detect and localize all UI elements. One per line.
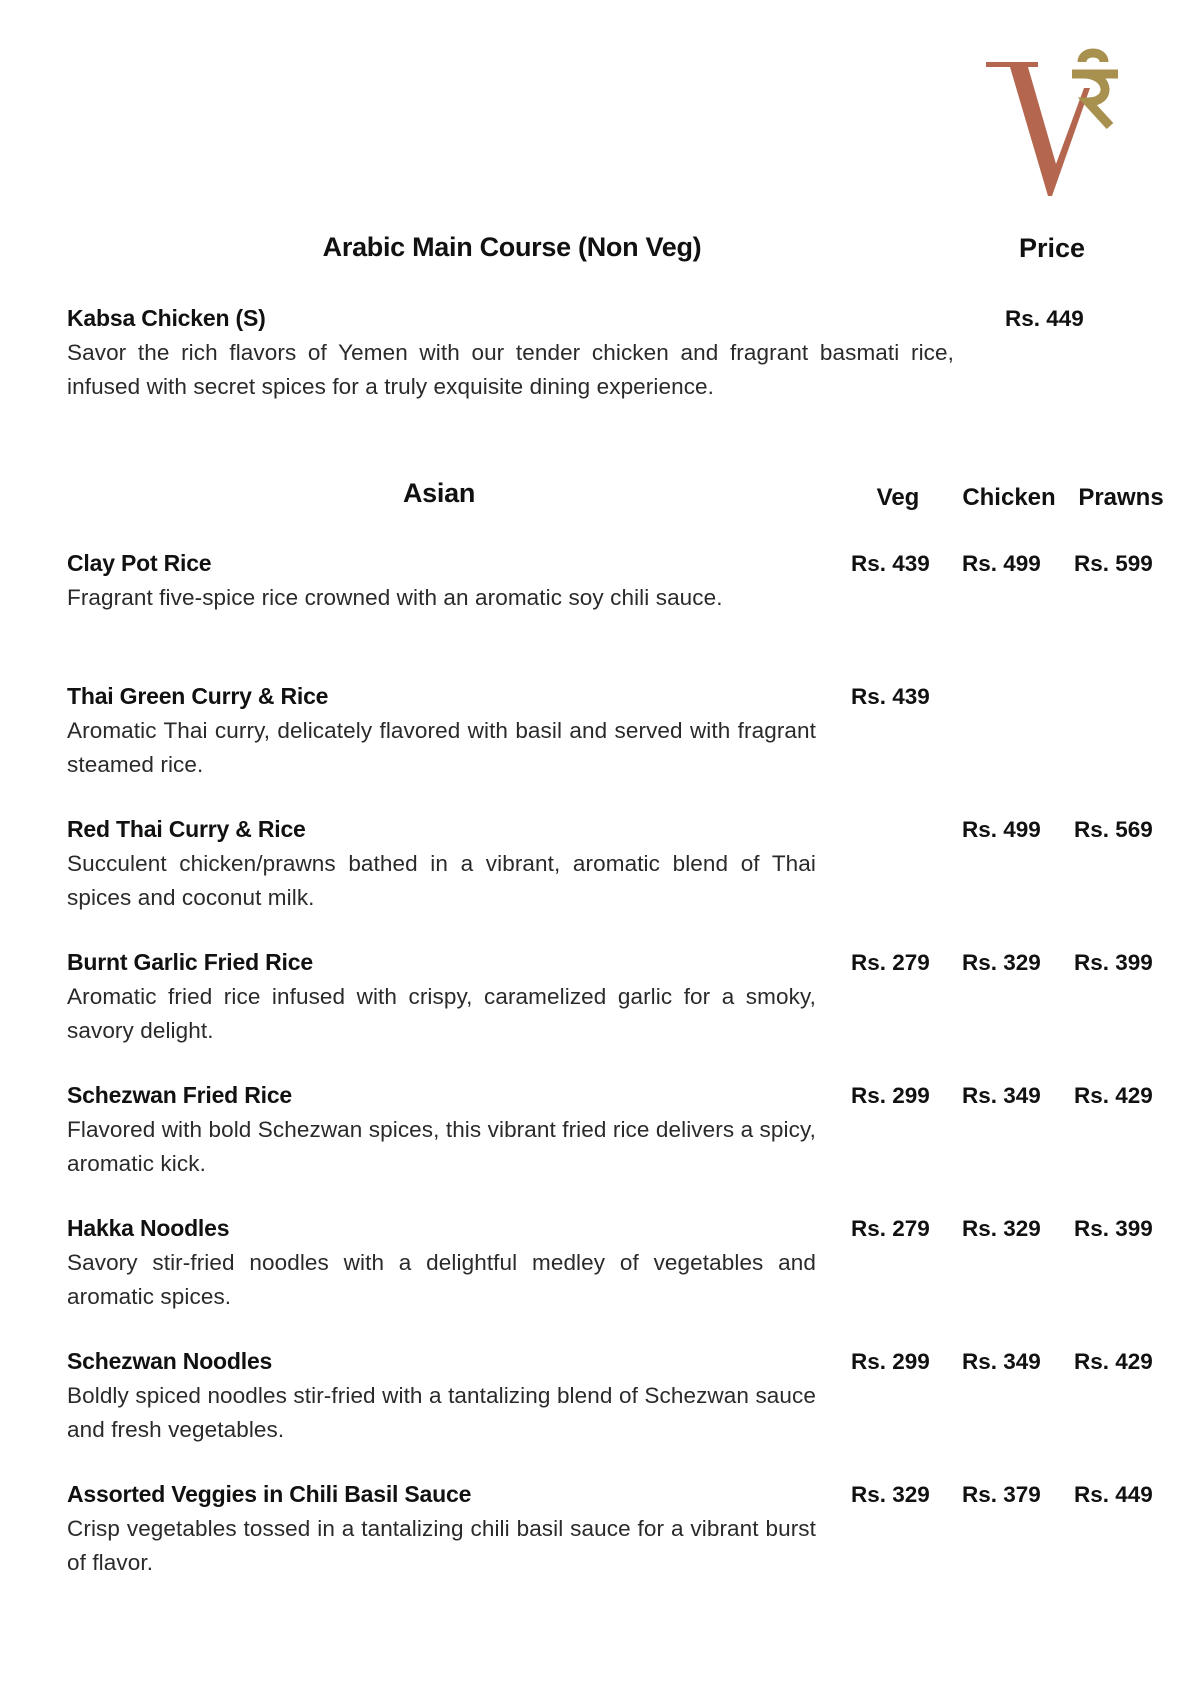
- price-chicken: Rs. 329: [962, 1216, 1041, 1241]
- price-veg: Rs. 439: [851, 551, 930, 576]
- menu-item-description: Flavored with bold Schezwan spices, this vibrant fried rice delivers a spicy, aromatic kick.: [67, 1117, 816, 1176]
- price-veg: Rs. 279: [851, 1216, 930, 1241]
- price-prawns: Rs. 429: [1074, 1083, 1153, 1108]
- column-header-veg: Veg: [876, 484, 920, 511]
- price-chicken: Rs. 499: [962, 817, 1041, 842]
- price-column-header: Price: [1018, 233, 1086, 263]
- menu-item-description: Succulent chicken/prawns bathed in a vibrant, aromatic blend of Thai spices and coconut milk.: [67, 851, 816, 910]
- column-header-prawns: Prawns: [1078, 484, 1164, 511]
- price-prawns: Rs. 449: [1074, 1482, 1153, 1507]
- price-veg: Rs. 299: [851, 1083, 930, 1108]
- v-rupee-logo-icon: [978, 36, 1128, 206]
- menu-item-name: Schezwan Fried Rice: [67, 1082, 292, 1108]
- price-prawns: Rs. 569: [1074, 817, 1153, 842]
- brand-logo: [978, 36, 1128, 206]
- price-prawns: Rs. 399: [1074, 1216, 1153, 1241]
- menu-item-name: Kabsa Chicken (S): [67, 305, 266, 331]
- menu-item-description: Fragrant five-spice rice crowned with an aromatic soy chili sauce.: [67, 585, 723, 610]
- menu-item-price: Rs. 449: [1005, 306, 1084, 331]
- price-chicken: Rs. 379: [962, 1482, 1041, 1507]
- price-veg: Rs. 439: [851, 684, 930, 709]
- menu-item-name: Schezwan Noodles: [67, 1348, 273, 1374]
- price-veg: Rs. 299: [851, 1349, 930, 1374]
- price-chicken: Rs. 349: [962, 1349, 1041, 1374]
- menu-item-name: Hakka Noodles: [67, 1215, 230, 1241]
- section-title-arabic: Arabic Main Course (Non Veg): [322, 232, 702, 262]
- price-prawns: Rs. 599: [1074, 551, 1153, 576]
- menu-item-name: Assorted Veggies in Chili Basil Sauce: [67, 1481, 472, 1507]
- menu-item-name: Thai Green Curry & Rice: [67, 683, 329, 709]
- price-prawns: Rs. 429: [1074, 1349, 1153, 1374]
- menu-item-name: Burnt Garlic Fried Rice: [67, 949, 313, 975]
- menu-item-description: Crisp vegetables tossed in a tantalizing chili basil sauce for a vibrant burst of flavor.: [67, 1516, 816, 1575]
- menu-item-name: Red Thai Curry & Rice: [67, 816, 306, 842]
- price-chicken: Rs. 329: [962, 950, 1041, 975]
- section-title-asian: Asian: [402, 478, 476, 508]
- price-chicken: Rs. 499: [962, 551, 1041, 576]
- menu-item-description: Aromatic Thai curry, delicately flavored with basil and served with fragrant steamed rice.: [67, 718, 816, 777]
- menu-item-description: Savory stir-fried noodles with a delightful medley of vegetables and aromatic spices.: [67, 1250, 816, 1309]
- menu-item-description: Savor the rich flavors of Yemen with our tender chicken and fragrant basmati rice, infused with secret spices for a truly exquisite dining experience.: [67, 340, 954, 399]
- price-prawns: Rs. 399: [1074, 950, 1153, 975]
- price-chicken: Rs. 349: [962, 1083, 1041, 1108]
- menu-item-name: Clay Pot Rice: [67, 550, 212, 576]
- price-veg: Rs. 279: [851, 950, 930, 975]
- price-veg: Rs. 329: [851, 1482, 930, 1507]
- menu-item-description: Aromatic fried rice infused with crispy, caramelized garlic for a smoky, savory delight.: [67, 984, 816, 1043]
- column-header-chicken: Chicken: [962, 484, 1056, 511]
- menu-item-description: Boldly spiced noodles stir-fried with a tantalizing blend of Schezwan sauce and fresh vegetables.: [67, 1383, 816, 1442]
